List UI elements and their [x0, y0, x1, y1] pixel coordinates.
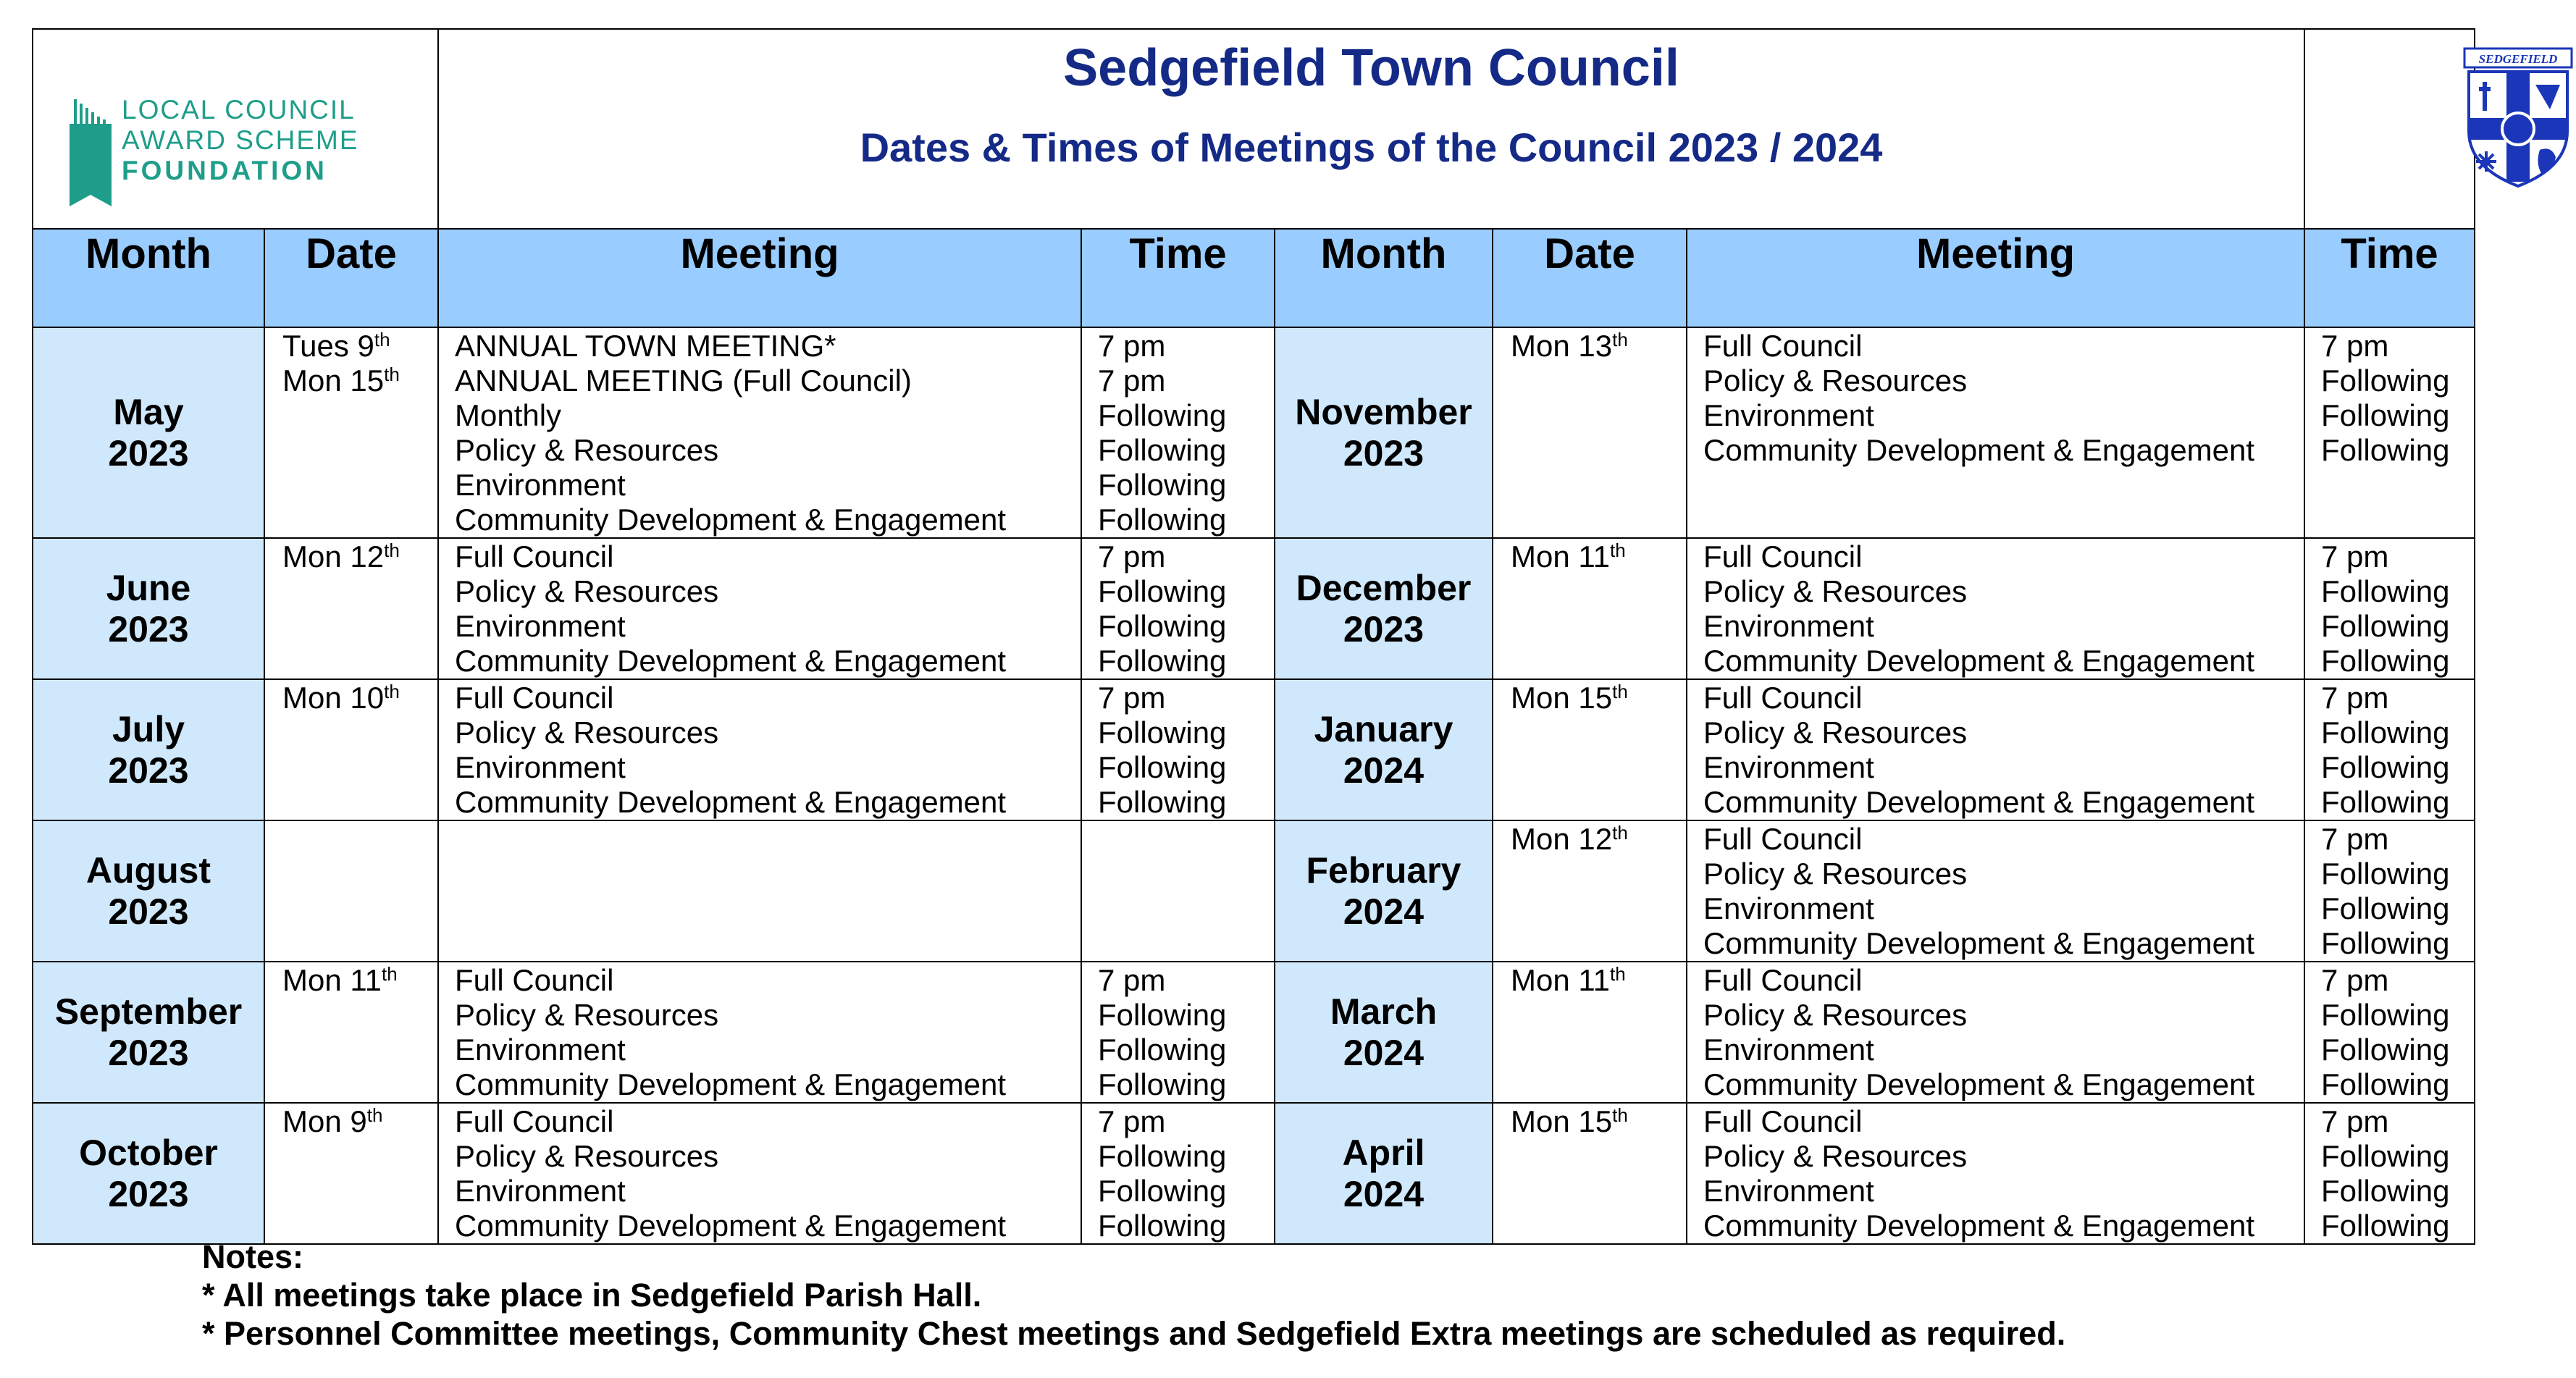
- meeting-name: Community Development & Engagement: [455, 785, 1007, 819]
- month-cell: [1275, 327, 1493, 538]
- col-date-left: Date: [264, 229, 438, 327]
- month-name: September: [54, 991, 243, 1032]
- meeting-time: Following: [1098, 468, 1227, 502]
- meeting-time: 7 pm: [1098, 329, 1166, 363]
- time-cell: [1081, 679, 1275, 820]
- month-year: 2024: [1343, 749, 1425, 791]
- meeting-date: [282, 329, 437, 364]
- month-year: 2023: [1343, 432, 1425, 474]
- meeting-name: Full Council: [455, 681, 614, 715]
- meeting-name: Environment: [455, 750, 626, 784]
- meeting-cell: [438, 679, 1081, 820]
- meeting-name: Policy & Resources: [455, 715, 719, 749]
- meeting-time: Following: [1098, 998, 1227, 1032]
- date-cell: [264, 538, 438, 679]
- meeting-time: Following: [2321, 857, 2450, 891]
- month-name: April: [1342, 1132, 1425, 1173]
- meeting-name: Full Council: [455, 539, 614, 574]
- schedule-row: [33, 820, 2475, 962]
- month-cell: [33, 962, 264, 1103]
- meeting-cell: [438, 538, 1081, 679]
- time-cell: [1081, 327, 1275, 538]
- meeting-name: Policy & Resources: [1703, 364, 1968, 398]
- meeting-name: Environment: [1703, 891, 1874, 925]
- logo-line-3: FOUNDATION: [122, 156, 327, 185]
- document-header-row: [33, 29, 2475, 229]
- meeting-time: Following: [2321, 750, 2450, 784]
- month-name: August: [85, 849, 211, 891]
- date-suffix: th: [1612, 1104, 1628, 1126]
- meeting-cell: [1687, 679, 2304, 820]
- meeting-name: Environment: [455, 609, 626, 643]
- date-cell: [264, 679, 438, 820]
- meeting-time: Following: [1098, 785, 1227, 819]
- meeting-time: Following: [2321, 891, 2450, 925]
- month-year: 2023: [1343, 608, 1425, 650]
- month-cell: [33, 820, 264, 962]
- month-cell: [33, 1103, 264, 1244]
- meeting-time: Following: [2321, 609, 2450, 643]
- meeting-time: Following: [2321, 364, 2450, 398]
- date-cell: [1493, 820, 1687, 962]
- meeting-time: Following: [1098, 574, 1227, 608]
- month-name: March: [1330, 991, 1438, 1032]
- meeting-date: [1511, 963, 1686, 998]
- date-text: Mon 10: [282, 681, 385, 715]
- meeting-name: Full Council: [455, 1104, 614, 1138]
- meeting-cell: [1687, 327, 2304, 538]
- date-suffix: th: [1609, 963, 1626, 985]
- column-header-row: [33, 229, 2475, 327]
- crest-cell: [2304, 29, 2558, 229]
- meeting-date: [1511, 539, 1686, 574]
- date-text: Mon 12: [282, 539, 385, 574]
- document-subtitle: Dates & Times of Meetings of the Council 2023 / 2024: [860, 125, 1883, 170]
- note-item: * All meetings take place in Sedgefield Parish Hall.: [202, 1277, 982, 1314]
- meeting-name: Policy & Resources: [455, 433, 719, 467]
- col-time-left: Time: [1081, 229, 1275, 327]
- meeting-time: Following: [2321, 398, 2450, 432]
- meeting-time: Following: [2321, 1209, 2450, 1243]
- meeting-time: Following: [2321, 574, 2450, 608]
- schedule-row: [33, 538, 2475, 679]
- meeting-time: 7 pm: [2321, 1104, 2389, 1138]
- meeting-time: Following: [2321, 433, 2450, 467]
- time-cell: [2304, 820, 2475, 962]
- time-cell: [1081, 538, 1275, 679]
- meeting-time: Following: [1098, 715, 1227, 749]
- meeting-date: [282, 681, 437, 715]
- col-meeting-left: Meeting: [438, 229, 1081, 327]
- date-cell: [1493, 1103, 1687, 1244]
- date-suffix: th: [384, 681, 400, 702]
- meeting-cell: [1687, 538, 2304, 679]
- month-year: 2023: [108, 1173, 189, 1214]
- date-suffix: th: [374, 329, 390, 350]
- date-suffix: th: [366, 1104, 383, 1126]
- meeting-name: Policy & Resources: [455, 998, 719, 1032]
- month-name: December: [1296, 567, 1472, 608]
- meeting-date: [282, 963, 437, 998]
- meeting-date: [282, 539, 437, 574]
- month-name: June: [106, 567, 191, 608]
- meeting-name: Community Development & Engagement: [455, 644, 1007, 678]
- notes-section: [202, 1238, 2065, 1353]
- date-suffix: th: [1609, 539, 1626, 561]
- date-cell: [264, 820, 438, 962]
- col-meeting-right: Meeting: [1687, 229, 2304, 327]
- meeting-name: ANNUAL TOWN MEETING*: [455, 329, 836, 363]
- col-month-left: Month: [33, 229, 264, 327]
- month-cell: [1275, 679, 1493, 820]
- date-cell: [1493, 962, 1687, 1103]
- meeting-time: Following: [2321, 1139, 2450, 1173]
- date-cell: [264, 962, 438, 1103]
- time-cell: [2304, 1103, 2475, 1244]
- meeting-time: 7 pm: [2321, 681, 2389, 715]
- meeting-name: ANNUAL MEETING (Full Council): [455, 364, 912, 398]
- meeting-time: Following: [2321, 926, 2450, 960]
- meeting-time: Following: [2321, 998, 2450, 1032]
- date-cell: [1493, 679, 1687, 820]
- award-logo-text: [122, 95, 359, 186]
- col-month-right: Month: [1275, 229, 1493, 327]
- logo-line-1: LOCAL COUNCIL: [122, 95, 356, 125]
- meeting-cell: [438, 1103, 1081, 1244]
- meeting-time: Following: [1098, 1174, 1227, 1208]
- meeting-time: Following: [1098, 1139, 1227, 1173]
- meeting-name: Environment: [455, 468, 626, 502]
- meeting-time: 7 pm: [2321, 329, 2389, 363]
- meeting-name: Community Development & Engagement: [1703, 644, 2255, 678]
- meeting-time: Following: [1098, 609, 1227, 643]
- meeting-time: Following: [2321, 1174, 2450, 1208]
- meeting-name: Community Development & Engagement: [1703, 1209, 2255, 1243]
- meeting-name: Environment: [455, 1033, 626, 1067]
- time-cell: [1081, 962, 1275, 1103]
- date-text: Mon 15: [1511, 681, 1613, 715]
- meeting-time: Following: [1098, 750, 1227, 784]
- time-cell: [2304, 538, 2475, 679]
- date-text: Tues 9: [282, 329, 374, 363]
- date-cell: [264, 1103, 438, 1244]
- month-year: 2023: [108, 1032, 189, 1073]
- month-name: July: [112, 708, 185, 749]
- date-cell: [1493, 327, 1687, 538]
- meeting-name: Community Development & Engagement: [1703, 433, 2255, 467]
- meeting-name: Community Development & Engagement: [455, 1209, 1007, 1243]
- meeting-name: Community Development & Engagement: [455, 503, 1007, 537]
- meeting-time: Following: [1098, 1067, 1227, 1101]
- council-title: Sedgefield Town Council: [1063, 39, 1679, 97]
- notes-heading: Notes:: [202, 1238, 304, 1275]
- meeting-name: Community Development & Engagement: [1703, 1067, 2255, 1101]
- date-text: Mon 9: [282, 1104, 367, 1138]
- meeting-name: Full Council: [1703, 963, 1863, 997]
- date-suffix: th: [381, 963, 398, 985]
- col-date-right: Date: [1493, 229, 1687, 327]
- meeting-name: Community Development & Engagement: [455, 1067, 1007, 1101]
- time-cell: [2304, 962, 2475, 1103]
- meeting-cell: [438, 962, 1081, 1103]
- note-item: * Personnel Committee meetings, Community Chest meetings and Sedgefield Extra meetings are scheduled as required.: [202, 1315, 2066, 1352]
- month-year: 2024: [1343, 891, 1425, 932]
- month-cell: [1275, 962, 1493, 1103]
- date-text: Mon 11: [1511, 963, 1610, 997]
- meeting-name: Environment: [1703, 609, 1874, 643]
- meeting-name: Full Council: [1703, 1104, 1863, 1138]
- month-cell: [33, 679, 264, 820]
- meeting-time: 7 pm: [1098, 963, 1166, 997]
- meeting-time: 7 pm: [1098, 364, 1166, 398]
- month-name: February: [1306, 849, 1461, 891]
- meeting-name: Full Council: [1703, 329, 1863, 363]
- month-cell: [33, 538, 264, 679]
- month-cell: [1275, 538, 1493, 679]
- schedule-row: [33, 1103, 2475, 1244]
- meeting-time: Following: [1098, 433, 1227, 467]
- schedule-row: [33, 327, 2475, 538]
- meeting-time: Following: [1098, 1209, 1227, 1243]
- meeting-date: [282, 364, 437, 398]
- month-year: 2024: [1343, 1032, 1425, 1073]
- meeting-time: Following: [2321, 644, 2450, 678]
- meeting-cell: [438, 820, 1081, 962]
- crest-label: SEDGEFIELD: [2478, 52, 2558, 66]
- month-year: 2023: [108, 608, 189, 650]
- meeting-date: [1511, 681, 1686, 715]
- time-cell: [1081, 1103, 1275, 1244]
- month-year: 2023: [108, 749, 189, 791]
- meeting-name: Full Council: [1703, 681, 1863, 715]
- date-text: Mon 11: [282, 963, 382, 997]
- time-cell: [2304, 679, 2475, 820]
- meeting-time: 7 pm: [1098, 1104, 1166, 1138]
- month-name: October: [79, 1132, 218, 1173]
- meeting-time: Following: [1098, 644, 1227, 678]
- month-cell: [1275, 1103, 1493, 1244]
- meeting-name: Monthly: [455, 398, 562, 432]
- meeting-name: Policy & Resources: [1703, 998, 1968, 1032]
- date-suffix: th: [1612, 822, 1628, 844]
- meeting-name: Full Council: [1703, 822, 1863, 856]
- time-cell: [1081, 820, 1275, 962]
- month-name: November: [1295, 391, 1472, 432]
- meeting-time: Following: [2321, 715, 2450, 749]
- meeting-cell: [1687, 962, 2304, 1103]
- meeting-time: 7 pm: [2321, 822, 2389, 856]
- date-cell: [1493, 538, 1687, 679]
- meeting-cell: [438, 327, 1081, 538]
- meeting-name: Environment: [1703, 1174, 1874, 1208]
- date-text: Mon 12: [1511, 822, 1613, 856]
- meeting-cell: [1687, 820, 2304, 962]
- meeting-name: Policy & Resources: [1703, 1139, 1968, 1173]
- meeting-name: Full Council: [1703, 539, 1863, 574]
- meeting-name: Community Development & Engagement: [1703, 926, 2255, 960]
- month-cell: [1275, 820, 1493, 962]
- date-text: Mon 15: [1511, 1104, 1613, 1138]
- meeting-name: Environment: [1703, 1033, 1874, 1067]
- title-cell: [438, 29, 2304, 229]
- date-text: Mon 13: [1511, 329, 1613, 363]
- meeting-name: Policy & Resources: [455, 1139, 719, 1173]
- meeting-name: Policy & Resources: [1703, 574, 1968, 608]
- meeting-name: Full Council: [455, 963, 614, 997]
- meeting-time: 7 pm: [1098, 539, 1166, 574]
- meeting-time: Following: [1098, 398, 1227, 432]
- month-year: 2023: [108, 891, 189, 932]
- logo-line-2: AWARD SCHEME: [122, 125, 359, 155]
- date-text: Mon 11: [1511, 539, 1610, 574]
- schedule-table: [32, 28, 2558, 1245]
- meeting-name: Community Development & Engagement: [1703, 785, 2255, 819]
- date-suffix: th: [384, 364, 400, 385]
- date-suffix: th: [1612, 329, 1628, 350]
- meeting-name: Environment: [455, 1174, 626, 1208]
- month-year: 2024: [1343, 1173, 1425, 1214]
- month-name: May: [113, 391, 184, 432]
- month-name: January: [1314, 708, 1453, 749]
- meeting-time: Following: [1098, 503, 1227, 537]
- date-suffix: th: [1612, 681, 1628, 702]
- meeting-name: Policy & Resources: [455, 574, 719, 608]
- meeting-cell: [1687, 1103, 2304, 1244]
- time-cell: [2304, 327, 2475, 538]
- meeting-time: 7 pm: [1098, 681, 1166, 715]
- meeting-name: Policy & Resources: [1703, 857, 1968, 891]
- date-cell: [264, 327, 438, 538]
- meeting-date: [1511, 329, 1686, 364]
- meeting-time: 7 pm: [2321, 539, 2389, 574]
- meeting-time: Following: [2321, 1033, 2450, 1067]
- month-year: 2023: [108, 432, 189, 474]
- meeting-time: Following: [2321, 785, 2450, 819]
- date-suffix: th: [384, 539, 400, 561]
- col-time-right: Time: [2304, 229, 2475, 327]
- month-cell: [33, 327, 264, 538]
- date-text: Mon 15: [282, 364, 385, 398]
- meeting-time: Following: [1098, 1033, 1227, 1067]
- meeting-date: [1511, 1104, 1686, 1139]
- meeting-name: Policy & Resources: [1703, 715, 1968, 749]
- sedgefield-crest-icon: [2460, 44, 2576, 189]
- schedule-body: [33, 327, 2475, 1244]
- meeting-schedule-sheet: [32, 28, 2558, 1245]
- meeting-date: [1511, 822, 1686, 857]
- meeting-name: Environment: [1703, 398, 1874, 432]
- schedule-row: [33, 962, 2475, 1103]
- award-logo-cell: [33, 29, 438, 229]
- meeting-name: Environment: [1703, 750, 1874, 784]
- meeting-time: 7 pm: [2321, 963, 2389, 997]
- award-scheme-logo-icon: [70, 99, 112, 206]
- meeting-time: Following: [2321, 1067, 2450, 1101]
- meeting-date: [282, 1104, 437, 1139]
- schedule-row: [33, 679, 2475, 820]
